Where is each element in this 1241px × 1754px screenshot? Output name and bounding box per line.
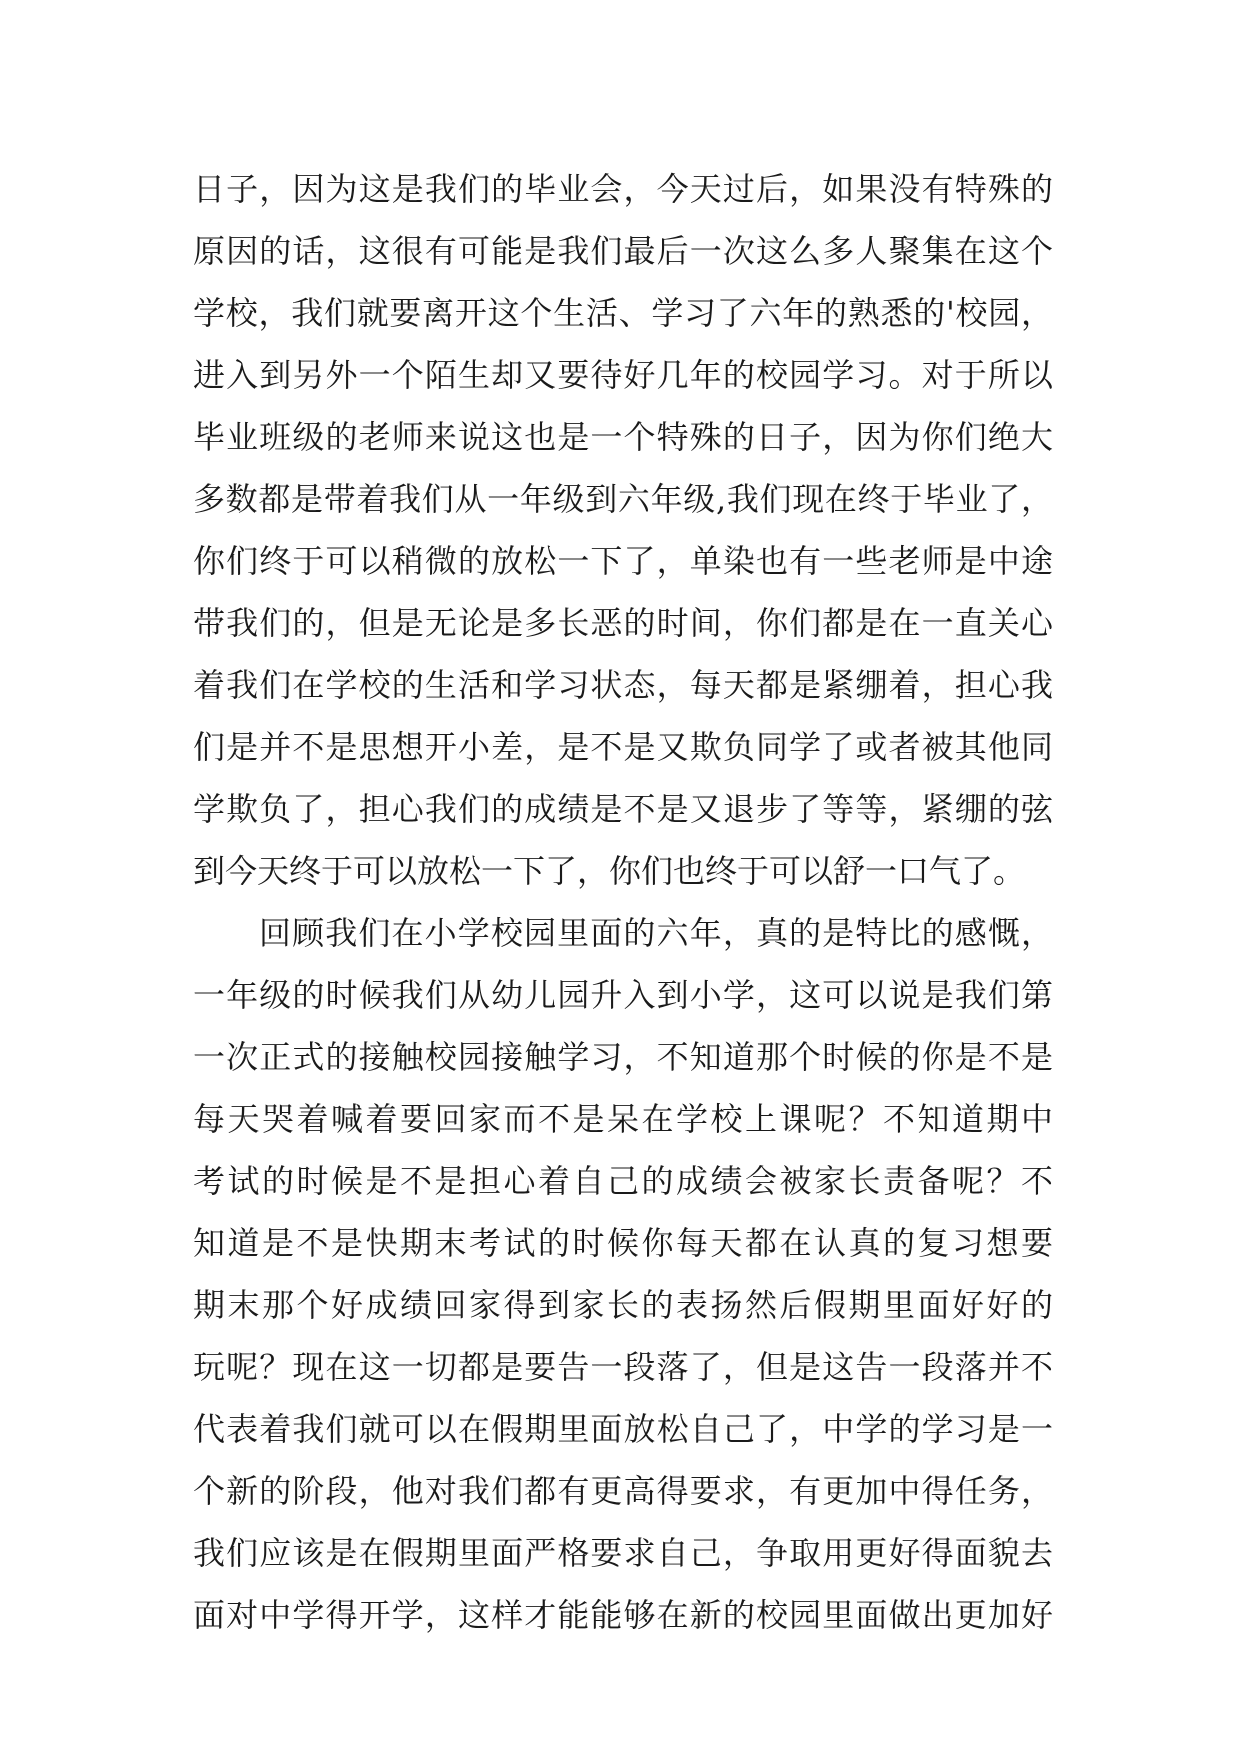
text-line: 到今天终于可以放松一下了，你们也终于可以舒一口气了。 [193,852,1026,890]
text-line: 原因的话，这很有可能是我们最后一次这么多人聚集在这个 [193,232,1053,270]
text-line: 一年级的时候我们从幼儿园升入到小学，这可以说是我们第 [193,976,1053,1014]
text-line: 学欺负了，担心我们的成绩是不是又退步了等等，紧绷的弦 [193,790,1053,828]
text-line: 期末那个好成绩回家得到家长的表扬然后假期里面好好的 [193,1286,1053,1324]
text-line: 着我们在学校的生活和学习状态，每天都是紧绷着，担心我 [193,666,1053,704]
text-line: 你们终于可以稍微的放松一下了，单染也有一些老师是中途 [193,542,1053,580]
text-line: 考试的时候是不是担心着自己的成绩会被家长责备呢？不 [193,1162,1053,1200]
text-line: 个新的阶段，他对我们都有更高得要求，有更加中得任务， [193,1472,1053,1510]
text-line: 带我们的，但是无论是多长恶的时间，你们都是在一直关心 [193,604,1053,642]
text-line: 毕业班级的老师来说这也是一个特殊的日子，因为你们绝大 [193,418,1053,456]
text-line: 学校，我们就要离开这个生活、学习了六年的熟悉的'校园， [193,294,1053,332]
text-line: 日子，因为这是我们的毕业会，今天过后，如果没有特殊的 [193,170,1053,208]
paragraph [193,902,1053,1646]
text-line: 每天哭着喊着要回家而不是呆在学校上课呢？不知道期中 [193,1100,1053,1138]
text-line: 回顾我们在小学校园里面的六年，真的是特比的感慨， [259,914,1053,952]
text-line: 进入到另外一个陌生却又要待好几年的校园学习。对于所以 [193,356,1053,394]
text-line: 玩呢？现在这一切都是要告一段落了，但是这告一段落并不 [193,1348,1053,1386]
document-body [193,158,1053,1646]
text-line: 多数都是带着我们从一年级到六年级,我们现在终于毕业了， [193,480,1053,518]
text-line: 们是并不是思想开小差，是不是又欺负同学了或者被其他同 [193,728,1053,766]
paragraph [193,158,1053,902]
text-line: 面对中学得开学，这样才能能够在新的校园里面做出更加好 [193,1596,1053,1634]
text-line: 知道是不是快期末考试的时候你每天都在认真的复习想要 [193,1224,1053,1262]
text-line: 一次正式的接触校园接触学习，不知道那个时候的你是不是 [193,1038,1053,1076]
text-line: 我们应该是在假期里面严格要求自己，争取用更好得面貌去 [193,1534,1053,1572]
text-line: 代表着我们就可以在假期里面放松自己了，中学的学习是一 [193,1410,1053,1448]
